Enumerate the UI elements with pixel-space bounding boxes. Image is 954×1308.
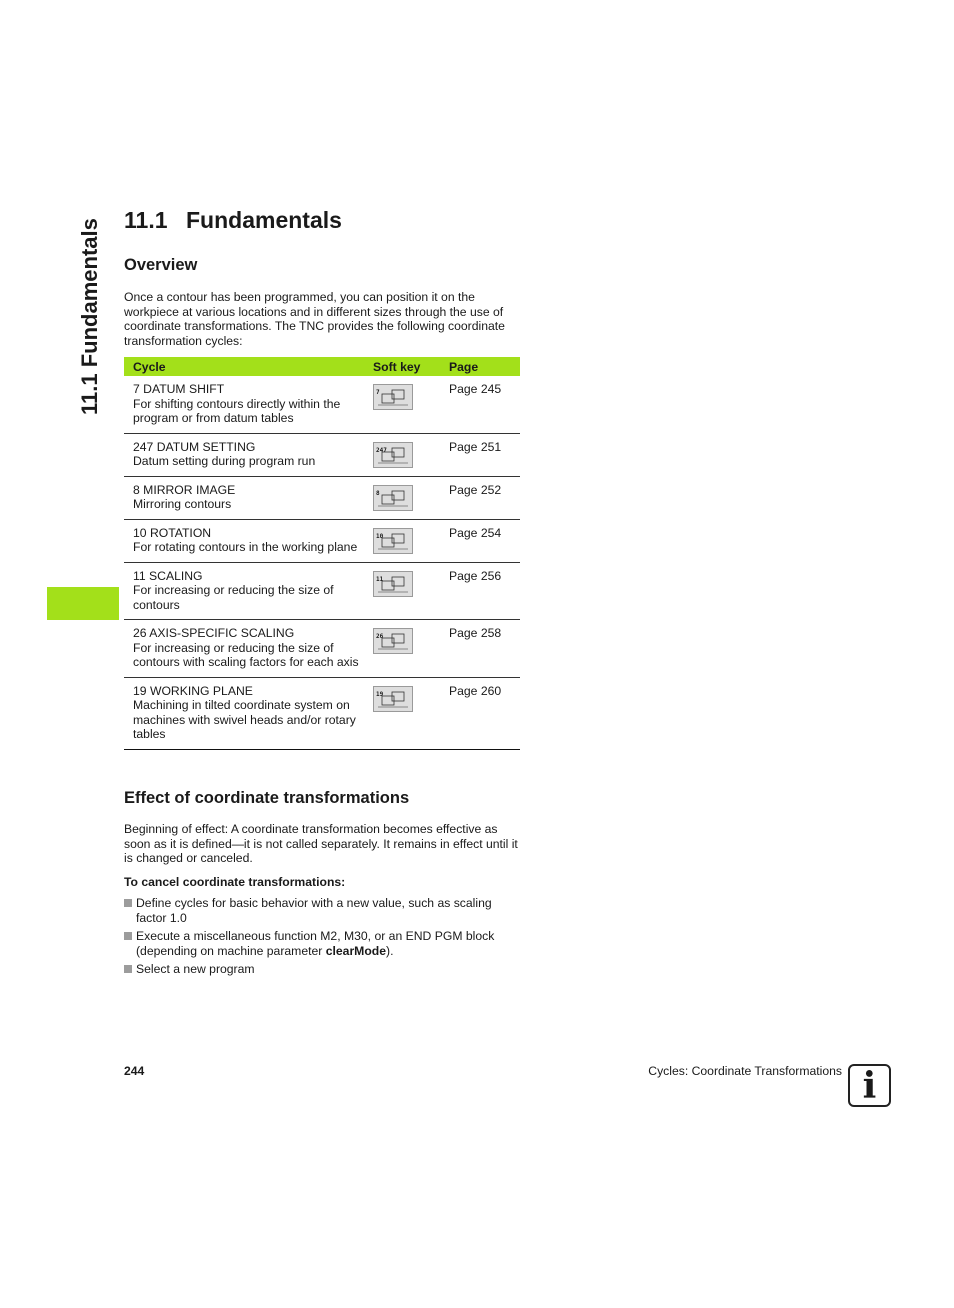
softkey-icon[interactable]: 10 [373, 528, 413, 554]
softkey-icon[interactable]: 19 [373, 686, 413, 712]
list-item: Execute a miscellaneous function M2, M30, or an END PGM block (depending on machine parameter clearMode). [124, 929, 524, 958]
overview-heading: Overview [124, 256, 198, 274]
softkey-icon[interactable]: 7 [373, 384, 413, 410]
cycle-description: For increasing or reducing the size of contours with scaling factors for each axis [133, 640, 359, 669]
overview-paragraph: Once a contour has been programmed, you can position it on the workpiece at various locations and in different sizes through the use of coordinate transformations. The TNC provides the following coordinate transformation cycles: [124, 290, 505, 348]
cycle-description: Machining in tilted coordinate system on machines with swivel heads and/or rotary tables [133, 698, 356, 741]
page-cell: Page 251 [449, 433, 520, 476]
cycle-description: For increasing or reducing the size of contours [133, 583, 334, 612]
page-cell: Page 256 [449, 562, 520, 620]
cancel-label: To cancel coordinate transformations: [124, 875, 346, 889]
table-row [124, 677, 520, 749]
cycle-name: 7 DATUM SHIFT [133, 382, 225, 396]
cycle-description: For rotating contours in the working plane [133, 540, 358, 554]
header-cycle: Cycle [124, 357, 373, 376]
bullet-square-icon [124, 932, 132, 940]
cycle-cell [124, 376, 373, 433]
list-item: Select a new program [124, 962, 524, 977]
softkey-cell [373, 677, 449, 749]
cycle-cell [124, 476, 373, 519]
bullet-square-icon [124, 965, 132, 973]
softkey-icon[interactable]: 11 [373, 571, 413, 597]
softkey-icon[interactable]: 26 [373, 628, 413, 654]
cycle-cell [124, 562, 373, 620]
cycles-table [124, 357, 520, 750]
cycle-cell [124, 677, 373, 749]
page-cell: Page 260 [449, 677, 520, 749]
cycle-name: 11 SCALING [133, 568, 203, 583]
page-cell: Page 252 [449, 476, 520, 519]
header-softkey: Soft key [373, 357, 449, 376]
softkey-cell [373, 620, 449, 678]
table-row [124, 620, 520, 678]
header-page: Page [449, 357, 520, 376]
softkey-cell [373, 476, 449, 519]
parameter-name: clearMode [325, 943, 387, 958]
cycle-name: 19 WORKING PLANE [133, 683, 253, 698]
cycle-name: 10 ROTATION [133, 525, 212, 540]
cycle-cell [124, 519, 373, 562]
softkey-icon[interactable]: 247 [373, 442, 413, 468]
table-row [124, 562, 520, 620]
cycle-description: Datum setting during program run [133, 454, 316, 468]
softkey-cell [373, 562, 449, 620]
list-item: Define cycles for basic behavior with a new value, such as scaling factor 1.0 [124, 896, 524, 925]
section-number: 11.1 [124, 207, 168, 233]
table-row [124, 519, 520, 562]
cycle-description: For shifting contours directly within the program or from datum tables [133, 396, 341, 425]
footer-chapter: Cycles: Coordinate Transformations [648, 1064, 842, 1078]
softkey-cell [373, 376, 449, 433]
table-row [124, 433, 520, 476]
page-cell: Page 258 [449, 620, 520, 678]
cycle-description: Mirroring contours [133, 497, 232, 511]
cancel-list [124, 896, 524, 981]
cycle-name: 26 AXIS-SPECIFIC SCALING [133, 626, 295, 640]
cycle-name: 247 DATUM SETTING [133, 439, 256, 454]
table-row [124, 476, 520, 519]
page-cell: Page 254 [449, 519, 520, 562]
softkey-cell [373, 519, 449, 562]
bullet-square-icon [124, 899, 132, 907]
effect-heading: Effect of coordinate transformations [124, 789, 410, 807]
section-title: Fundamentals [186, 207, 342, 233]
info-icon: i [848, 1064, 891, 1107]
cycle-name: 8 MIRROR IMAGE [133, 482, 236, 497]
section-heading [124, 207, 342, 234]
table-row [124, 376, 520, 433]
chapter-tab-marker [47, 587, 119, 620]
page-number: 244 [124, 1064, 145, 1078]
page-cell: Page 245 [449, 376, 520, 433]
softkey-icon[interactable]: 8 [373, 485, 413, 511]
table-header-row [124, 357, 520, 376]
softkey-cell [373, 433, 449, 476]
effect-paragraph: Beginning of effect: A coordinate transformation becomes effective as soon as it is defined—it is not called separately. It remains in effect until it is changed or canceled. [124, 822, 518, 865]
cycle-cell [124, 433, 373, 476]
cycle-cell [124, 620, 373, 678]
